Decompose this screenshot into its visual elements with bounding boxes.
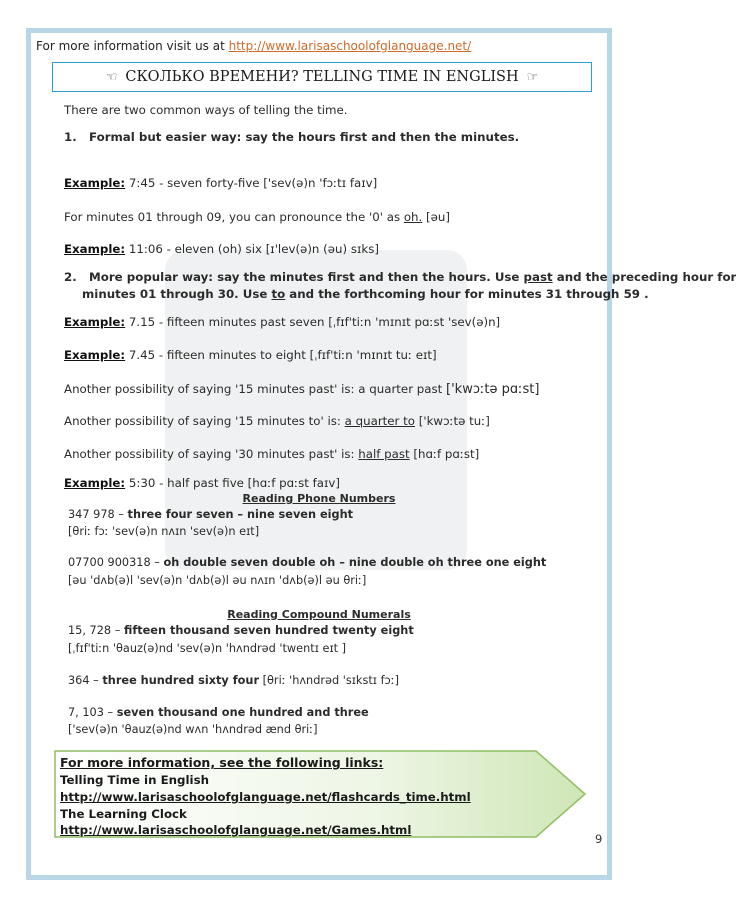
compound-2: [68, 674, 399, 687]
link-2-title: The Learning Clock: [60, 807, 187, 821]
oh-word: oh.: [403, 210, 423, 224]
intro-text: There are two common ways of telling the time.: [64, 103, 348, 117]
phone-heading-text: Reading Phone Numbers: [242, 492, 396, 505]
phone-number-2: [68, 556, 546, 569]
alternative-3: [64, 447, 479, 461]
example-label: Example:: [64, 242, 126, 256]
to-word: to: [271, 287, 286, 301]
example-text: 7.45 - fifteen minutes to eight [ˌfɪf'tiːn 'mɪnɪt tuː eɪt]: [125, 348, 437, 362]
example-4: [64, 348, 437, 362]
minutes-note: [64, 210, 450, 224]
alt-text: Another possibility of saying '15 minutes to' is:: [64, 414, 345, 428]
example-1: [64, 176, 377, 190]
header-link[interactable]: http://www.larisaschoolofglanguage.net/: [228, 39, 472, 53]
example-text: 7:45 - seven forty-five ['sev(ə)n 'fɔːtɪ faɪv]: [125, 176, 378, 190]
note-ipa: [əu]: [422, 210, 450, 224]
phone-ipa-1: [θriː fɔː 'sev(ə)n nʌɪn 'sev(ə)n eɪt]: [68, 525, 260, 538]
item-2-text: and the forthcoming hour for minutes 31 through 59 .: [285, 287, 649, 301]
number-words: fifteen thousand seven hundred twenty eight: [123, 624, 414, 637]
example-label: Example:: [64, 176, 126, 190]
example-label: Example:: [64, 476, 126, 490]
page-number: 9: [595, 832, 603, 846]
number: 347 978 –: [68, 508, 128, 521]
example-3: [64, 315, 500, 329]
phone-number-1: [68, 508, 353, 521]
example-label: Example:: [64, 348, 126, 362]
number-words: seven thousand one hundred and three: [116, 706, 369, 719]
links-heading: For more information, see the following links:: [60, 755, 384, 770]
number: 15, 728 –: [68, 624, 124, 637]
page-title: [52, 62, 592, 92]
compound-heading-text: Reading Compound Numerals: [227, 608, 411, 621]
header-line: [36, 39, 471, 53]
number: 07700 900318 –: [68, 556, 164, 569]
alt-ipa: [hɑːf pɑːst]: [409, 447, 480, 461]
left-hand-ornament-icon: ☜: [105, 69, 118, 85]
example-2: [64, 242, 379, 256]
number: 7, 103 –: [68, 706, 117, 719]
example-5: [64, 476, 340, 490]
number-words: three hundred sixty four: [102, 674, 260, 687]
item-2-text: minutes 01 through 30. Use: [82, 287, 272, 301]
alt-text: Another possibility of saying '15 minutes past' is: a quarter past: [64, 382, 447, 396]
compound-3: [68, 706, 369, 719]
compound-ipa-3: ['sev(ə)n 'θauz(ə)nd wʌn 'hʌndrəd ænd θriː]: [68, 723, 318, 736]
phone-ipa-2: [əu 'dʌb(ə)l 'sev(ə)n 'dʌb(ə)l əu nʌɪn 'dʌb(ə)l əu θriː]: [68, 574, 367, 587]
item-2-text: 2. More popular way: say the minutes first and then the hours. Use: [64, 270, 524, 284]
alt-phrase: a quarter to: [344, 414, 415, 428]
past-word: past: [523, 270, 553, 284]
link-2-url[interactable]: http://www.larisaschoolofglanguage.net/Games.html: [60, 823, 412, 837]
phone-heading: [0, 492, 638, 505]
compound-1: [68, 624, 414, 637]
alt-phrase: half past: [358, 447, 410, 461]
example-text: 11:06 - eleven (oh) six [ɪ'lev(ə)n (əu) sɪks]: [125, 242, 379, 256]
example-text: 7.15 - fifteen minutes past seven [ˌfɪf'tiːn 'mɪnɪt pɑːst 'sev(ə)n]: [125, 315, 501, 329]
number-words: three four seven – nine seven eight: [127, 508, 354, 521]
title-text: СКОЛЬКО ВРЕМЕНИ? TELLING TIME IN ENGLISH: [125, 69, 519, 85]
alt-ipa: ['kwɔːtə pɑːst]: [446, 382, 540, 397]
example-label: Example:: [64, 315, 126, 329]
example-text: 5:30 - half past five [hɑːf pɑːst faɪv]: [125, 476, 340, 490]
compound-ipa-1: [ˌfɪf'tiːn 'θauz(ə)nd 'sev(ə)n 'hʌndrəd 'twentɪ eɪt ]: [68, 642, 347, 655]
links-box: [54, 750, 586, 838]
item-2-text: and the preceding hour for: [552, 270, 736, 284]
number: 364 –: [68, 674, 103, 687]
item-2-line-1: [64, 270, 736, 284]
alternative-1: [64, 382, 539, 397]
item-1: 1. Formal but easier way: say the hours first and then the minutes.: [64, 130, 520, 144]
number-ipa: [θriː 'hʌndrəd 'sɪkstɪ fɔː]: [259, 674, 399, 687]
right-hand-ornament-icon: ☞: [526, 69, 539, 85]
alt-text: Another possibility of saying '30 minutes past' is:: [64, 447, 359, 461]
alternative-2: [64, 414, 490, 428]
alt-ipa: ['kwɔːtə tuː]: [415, 414, 490, 428]
link-1-url[interactable]: http://www.larisaschoolofglanguage.net/flashcards_time.html: [60, 790, 471, 804]
compound-heading: [0, 608, 638, 621]
item-2-line-2: [82, 287, 649, 301]
number-words: oh double seven double oh – nine double oh three one eight: [163, 556, 547, 569]
link-1-title: Telling Time in English: [60, 773, 210, 787]
header-prefix: For more information visit us at: [36, 39, 229, 53]
note-text: For minutes 01 through 09, you can pronounce the '0' as: [64, 210, 404, 224]
